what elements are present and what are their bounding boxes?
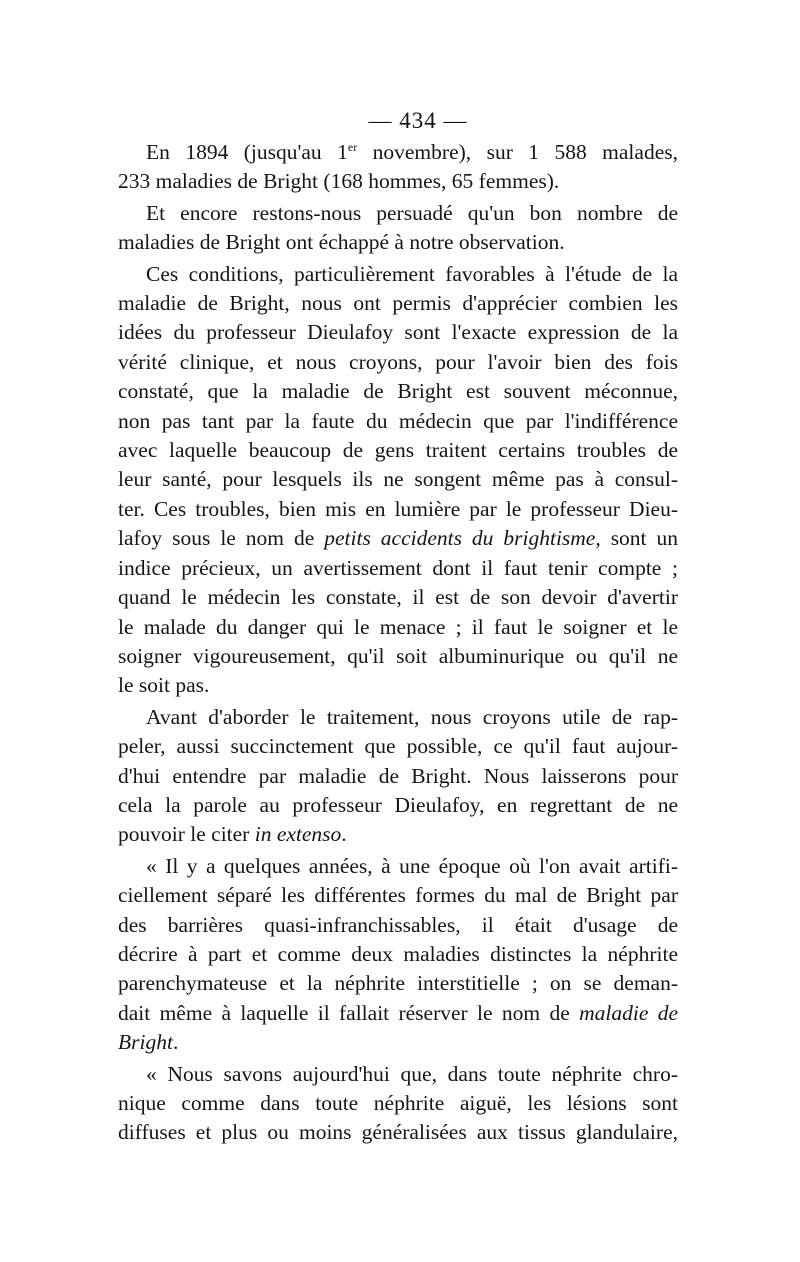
text-line: d'hui entendre par maladie de Bright. Nous laisserons pour: [118, 763, 678, 788]
text-line: quand le médecin les constate, il est de son devoir d'avertir: [118, 585, 678, 610]
text-line: indice précieux, un avertissement dont il faut tenir compte ;: [118, 555, 678, 580]
text-line: leur santé, pour lesquels ils ne songent même pas à consul-: [118, 467, 678, 492]
text-line: En 1894 (jusqu'au 1er novembre), sur 1 588 malades,: [146, 139, 678, 164]
text-line: décrire à part et comme deux maladies distinctes la néphrite: [118, 941, 678, 966]
text-line: parenchymateuse et la néphrite interstitielle ; on se deman-: [118, 971, 678, 996]
text-line: pouvoir le citer in extenso.: [118, 822, 347, 847]
text-line: ter. Ces troubles, bien mis en lumière par le professeur Dieu-: [118, 496, 678, 521]
text-line: maladies de Bright ont échappé à notre observation.: [118, 230, 565, 255]
paragraph-1: [118, 138, 678, 197]
text-line: non pas tant par la faute du médecin que par l'indifférence: [118, 408, 678, 433]
paragraph-6: [118, 1060, 678, 1148]
text-line: « Nous savons aujourd'hui que, dans toute néphrite chro-: [146, 1061, 678, 1086]
text-line: soigner vigoureusement, qu'il soit albuminurique ou qu'il ne: [118, 643, 678, 668]
text-line: peler, aussi succinctement que possible, ce qu'il faut aujour-: [118, 734, 678, 759]
text-line: avec laquelle beaucoup de gens traitent certains troubles de: [118, 438, 678, 463]
text-line: le soit pas.: [118, 673, 210, 698]
paragraph-2: [118, 199, 678, 258]
text-line: vérité clinique, et nous croyons, pour l'avoir bien des fois: [118, 349, 678, 374]
paragraph-5: [118, 852, 678, 1058]
text-line: maladie de Bright, nous ont permis d'apprécier combien les: [118, 291, 678, 316]
text-line: des barrières quasi-infranchissables, il était d'usage de: [118, 912, 678, 937]
text-line: lafoy sous le nom de petits accidents du brightisme, sont un: [118, 526, 678, 551]
text-line: 233 maladies de Bright (168 hommes, 65 femmes).: [118, 169, 560, 194]
text-line: nique comme dans toute néphrite aiguë, les lésions sont: [118, 1091, 678, 1115]
text-line: Ces conditions, particulièrement favorables à l'étude de la: [146, 261, 678, 286]
book-page: [118, 108, 678, 1148]
page-number: — 434 —: [368, 108, 468, 133]
text-line: ciellement séparé les différentes formes du mal de Bright par: [118, 883, 678, 908]
text-line: « Il y a quelques années, à une époque où l'on avait artifi-: [146, 853, 678, 878]
text-line: diffuses et plus ou moins généralisées aux tissus glandulaire,: [118, 1120, 678, 1145]
text-line: Bright.: [118, 1030, 179, 1055]
text-line: constaté, que la maladie de Bright est souvent méconnue,: [118, 379, 678, 404]
text-line: cela la parole au professeur Dieulafoy, en regrettant de ne: [118, 792, 678, 817]
text-line: idées du professeur Dieulafoy sont l'exacte expression de la: [118, 320, 678, 345]
paragraph-3: [118, 260, 678, 701]
text-line: dait même à laquelle il fallait réserver le nom de maladie de: [118, 1000, 678, 1025]
text-line: Et encore restons-nous persuadé qu'un bon nombre de: [146, 200, 678, 225]
text-line: le malade du danger qui le menace ; il faut le soigner et le: [118, 614, 678, 639]
text-line: Avant d'aborder le traitement, nous croyons utile de rap-: [146, 704, 678, 729]
paragraph-4: [118, 703, 678, 850]
